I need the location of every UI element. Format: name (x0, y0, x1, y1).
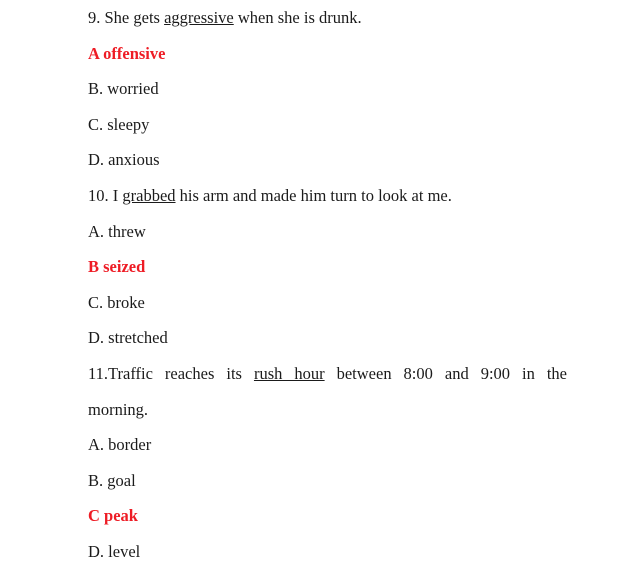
question-11-option-d: D. level (88, 541, 141, 561)
question-11-option-b: B. goal (88, 470, 136, 490)
question-9-option-d: D. anxious (88, 150, 160, 170)
question-9-stem (88, 0, 567, 36)
question-10-stem-prefix: 10. I (88, 185, 123, 205)
question-11-stem-line-1 (88, 356, 567, 392)
question-11-underlined-term: rush hour (253, 363, 325, 383)
question-9-underlined-term: aggressive (164, 8, 234, 27)
question-10-stem (88, 178, 567, 214)
question-9-stem-prefix: 9. She gets (88, 8, 165, 27)
question-10-option-a: A. threw (88, 221, 146, 241)
question-10-option-d: D. stretched (88, 328, 168, 348)
question-9-option-b: B. worried (88, 79, 159, 99)
question-10-stem-suffix: his arm and made him turn to look at me. (175, 185, 452, 205)
question-9-stem-suffix: when she is drunk. (233, 8, 362, 27)
question-11-stem-line-2: morning. (88, 399, 149, 419)
question-10-option-b-correct: B seized (88, 257, 146, 277)
question-11-stem-prefix: 11.Traffic reaches its (88, 363, 254, 383)
question-9-option-a-correct: A offensive (88, 43, 166, 63)
question-10-option-c: C. broke (88, 292, 145, 312)
question-11-option-a: A. border (88, 435, 152, 455)
question-10-underlined-term: grabbed (122, 185, 176, 205)
question-11-stem-suffix: between 8:00 and 9:00 in the (324, 363, 567, 383)
question-9-option-c: C. sleepy (88, 114, 150, 134)
question-11-option-c-correct: C peak (88, 506, 138, 526)
